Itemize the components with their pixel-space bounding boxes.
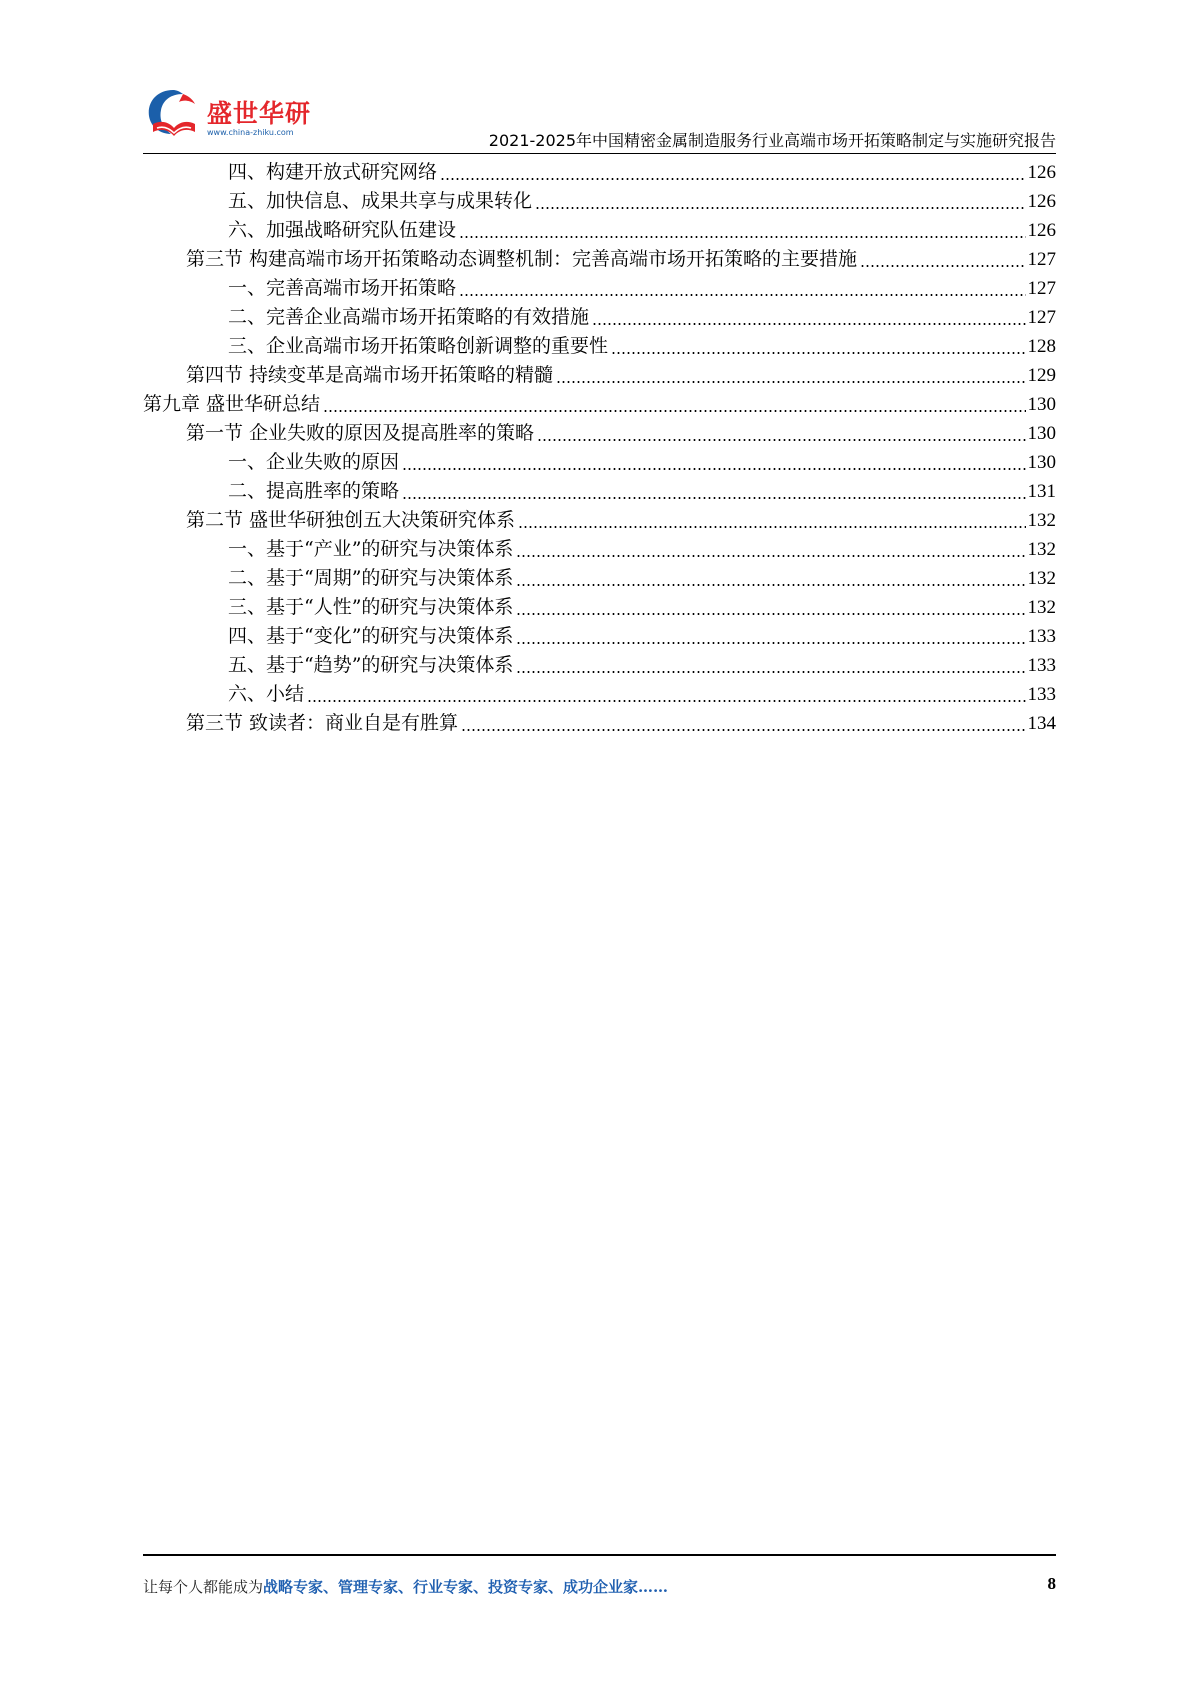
toc-entry-page: 127: [1027, 278, 1056, 299]
toc-dot-leader: [459, 215, 1025, 246]
toc-dot-leader: [516, 592, 1025, 623]
toc-entry-title: 第四节 持续变革是高端市场开拓策略的精髓: [186, 364, 554, 386]
toc-dot-leader: [611, 331, 1025, 362]
toc-entry-title: 二、基于“周期”的研究与决策体系: [228, 567, 514, 589]
toc-entry-title: 二、完善企业高端市场开拓策略的有效措施: [228, 306, 590, 328]
toc-dot-leader: [516, 534, 1025, 565]
toc-entry-title: 六、小结: [228, 683, 305, 705]
toc-entry-title: 一、企业失败的原因: [228, 451, 400, 473]
toc-dot-leader: [860, 244, 1025, 275]
toc-dot-leader: [556, 360, 1025, 391]
toc-entry-page: 130: [1027, 394, 1056, 415]
toc-dot-leader: [440, 157, 1025, 188]
company-logo: [143, 84, 363, 146]
toc-dot-leader: [592, 302, 1025, 333]
toc-entry-page: 132: [1027, 539, 1056, 560]
toc-entry-page: 130: [1027, 423, 1056, 444]
footer-divider: [143, 1554, 1056, 1556]
footer-slogan-highlight: 战略专家、管理专家、行业专家、投资专家、成功企业家……: [263, 1578, 669, 1596]
toc-entry[interactable]: [228, 650, 1056, 681]
toc-entry-title: 第二节 盛世华研独创五大决策研究体系: [186, 509, 516, 531]
toc-entry[interactable]: [228, 157, 1056, 188]
toc-dot-leader: [307, 679, 1025, 710]
toc-entry-page: 132: [1027, 597, 1056, 618]
toc-entry-page: 133: [1027, 626, 1056, 647]
toc-entry-page: 129: [1027, 365, 1056, 386]
toc-entry[interactable]: [228, 534, 1056, 565]
toc-entry-title: 六、加强战略研究队伍建设: [228, 219, 457, 241]
toc-entry[interactable]: [186, 244, 1056, 275]
toc-entry-page: 126: [1027, 191, 1056, 212]
toc-entry[interactable]: [186, 360, 1056, 391]
toc-entry-title: 五、基于“趋势”的研究与决策体系: [228, 654, 514, 676]
toc-entry[interactable]: [228, 621, 1056, 652]
toc-entry[interactable]: [228, 331, 1056, 362]
toc-entry-page: 126: [1027, 162, 1056, 183]
toc-entry-title: 第九章 盛世华研总结: [143, 393, 321, 415]
toc-entry-title: 五、加快信息、成果共享与成果转化: [228, 190, 533, 212]
toc-entry[interactable]: [186, 505, 1056, 536]
toc-entry-title: 第一节 企业失败的原因及提高胜率的策略: [186, 422, 535, 444]
toc-entry-title: 四、构建开放式研究网络: [228, 161, 438, 183]
toc-dot-leader: [516, 563, 1025, 594]
toc-entry-title: 一、基于“产业”的研究与决策体系: [228, 538, 514, 560]
toc-entry[interactable]: [186, 418, 1056, 449]
book-globe-icon: [143, 84, 205, 146]
toc-entry[interactable]: [228, 563, 1056, 594]
toc-dot-leader: [518, 505, 1025, 536]
toc-entry[interactable]: [143, 389, 1056, 420]
toc-dot-leader: [516, 621, 1025, 652]
toc-entry[interactable]: [228, 679, 1056, 710]
toc-entry[interactable]: [228, 186, 1056, 217]
toc-entry-title: 第三节 构建高端市场开拓策略动态调整机制：完善高端市场开拓策略的主要措施: [186, 248, 858, 270]
footer-slogan-lead: 让每个人都能成为: [143, 1578, 264, 1596]
toc-entry-page: 134: [1027, 713, 1056, 734]
toc-dot-leader: [402, 447, 1025, 478]
logo-url: www.china-zhiku.com: [207, 128, 294, 137]
page-header: [143, 80, 1056, 152]
toc-entry[interactable]: [228, 215, 1056, 246]
toc-entry-page: 126: [1027, 220, 1056, 241]
toc-entry-page: 131: [1027, 481, 1056, 502]
toc-dot-leader: [537, 418, 1025, 449]
toc-entry-page: 128: [1027, 336, 1056, 357]
toc-dot-leader: [516, 650, 1025, 681]
toc-dot-leader: [402, 476, 1025, 507]
toc-entry-page: 127: [1027, 249, 1056, 270]
toc-entry[interactable]: [186, 708, 1056, 739]
toc-entry[interactable]: [228, 302, 1056, 333]
toc-dot-leader: [323, 389, 1025, 420]
toc-entry-page: 132: [1027, 568, 1056, 589]
logo-name: 盛世华研: [207, 99, 312, 128]
toc-entry-title: 四、基于“变化”的研究与决策体系: [228, 625, 514, 647]
toc-entry-title: 三、基于“人性”的研究与决策体系: [228, 596, 514, 618]
toc-entry-title: 第三节 致读者：商业自是有胜算: [186, 712, 459, 734]
toc-dot-leader: [461, 708, 1025, 739]
report-title: 2021-2025年中国精密金属制造服务行业高端市场开拓策略制定与实施研究报告: [488, 131, 1056, 150]
toc-entry-page: 130: [1027, 452, 1056, 473]
toc-entry-page: 133: [1027, 684, 1056, 705]
toc-entry[interactable]: [228, 447, 1056, 478]
toc-entry-page: 127: [1027, 307, 1056, 328]
toc-dot-leader: [535, 186, 1025, 217]
toc-entry-page: 132: [1027, 510, 1056, 531]
toc-entry-page: 133: [1027, 655, 1056, 676]
toc-dot-leader: [459, 273, 1025, 304]
page-number: 8: [1047, 1574, 1056, 1593]
toc-entry[interactable]: [228, 273, 1056, 304]
header-divider: [143, 153, 1056, 154]
toc-entry[interactable]: [228, 476, 1056, 507]
toc-entry-title: 三、企业高端市场开拓策略创新调整的重要性: [228, 335, 609, 357]
toc-entry-title: 一、完善高端市场开拓策略: [228, 277, 457, 299]
toc-entry-title: 二、提高胜率的策略: [228, 480, 400, 502]
footer-slogan: [143, 1576, 668, 1597]
toc-entry[interactable]: [228, 592, 1056, 623]
